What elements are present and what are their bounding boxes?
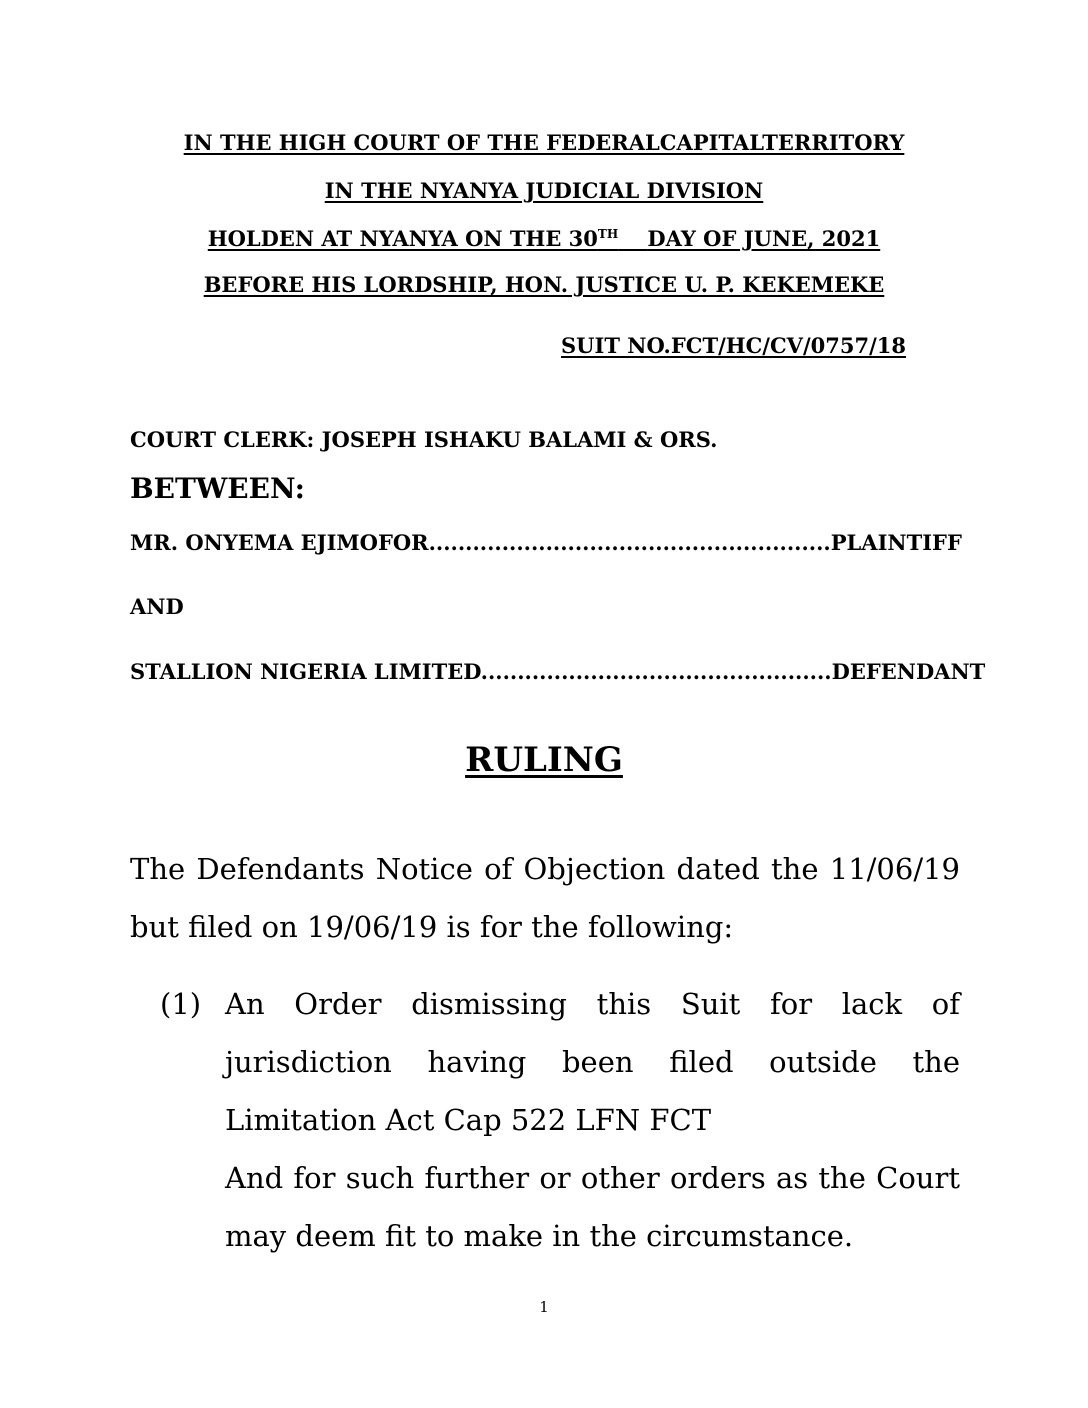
and-label: AND: [130, 594, 184, 619]
division-heading: IN THE NYANYA JUDICIAL DIVISION: [324, 178, 764, 203]
page-number: 1: [539, 1298, 549, 1316]
court-heading: IN THE HIGH COURT OF THE FEDERALCAPITALTERRITORY: [183, 130, 905, 155]
defendant-line: STALLION NIGERIA LIMITED................................................DEFENDANT: [130, 659, 986, 684]
date-ordinal-suffix: TH: [597, 227, 619, 241]
holden-heading: [0, 226, 1088, 251]
list-item-continuation: And for such further or other orders as the Court may deem fit to make in the circumstance.: [225, 1161, 960, 1253]
court-clerk: COURT CLERK: JOSEPH ISHAKU BALAMI & ORS.: [130, 427, 718, 452]
judge-heading: BEFORE HIS LORDSHIP, HON. JUSTICE U. P. KEKEMEKE: [203, 272, 885, 297]
intro-paragraph: The Defendants Notice of Objection dated the 11/06/19 but filed on 19/06/19 is for the following:: [130, 852, 960, 944]
holden-date-suffix: DAY OF JUNE, 2021: [647, 226, 881, 251]
suit-number: SUIT NO.FCT/HC/CV/0757/18: [561, 333, 906, 358]
between-label: BETWEEN:: [130, 472, 305, 505]
ruling-title: RULING: [465, 740, 623, 780]
holden-date-prefix: HOLDEN AT NYANYA ON THE 30: [207, 226, 598, 251]
list-item-text: An Order dismissing this Suit for lack of jurisdiction having been filed outside the Limitation Act Cap 522 LFN FCT: [225, 987, 960, 1137]
list-item-number: (1): [160, 987, 202, 1021]
plaintiff-line: MR. ONYEMA EJIMOFOR.......................................................PLAINTIFF: [130, 530, 962, 555]
